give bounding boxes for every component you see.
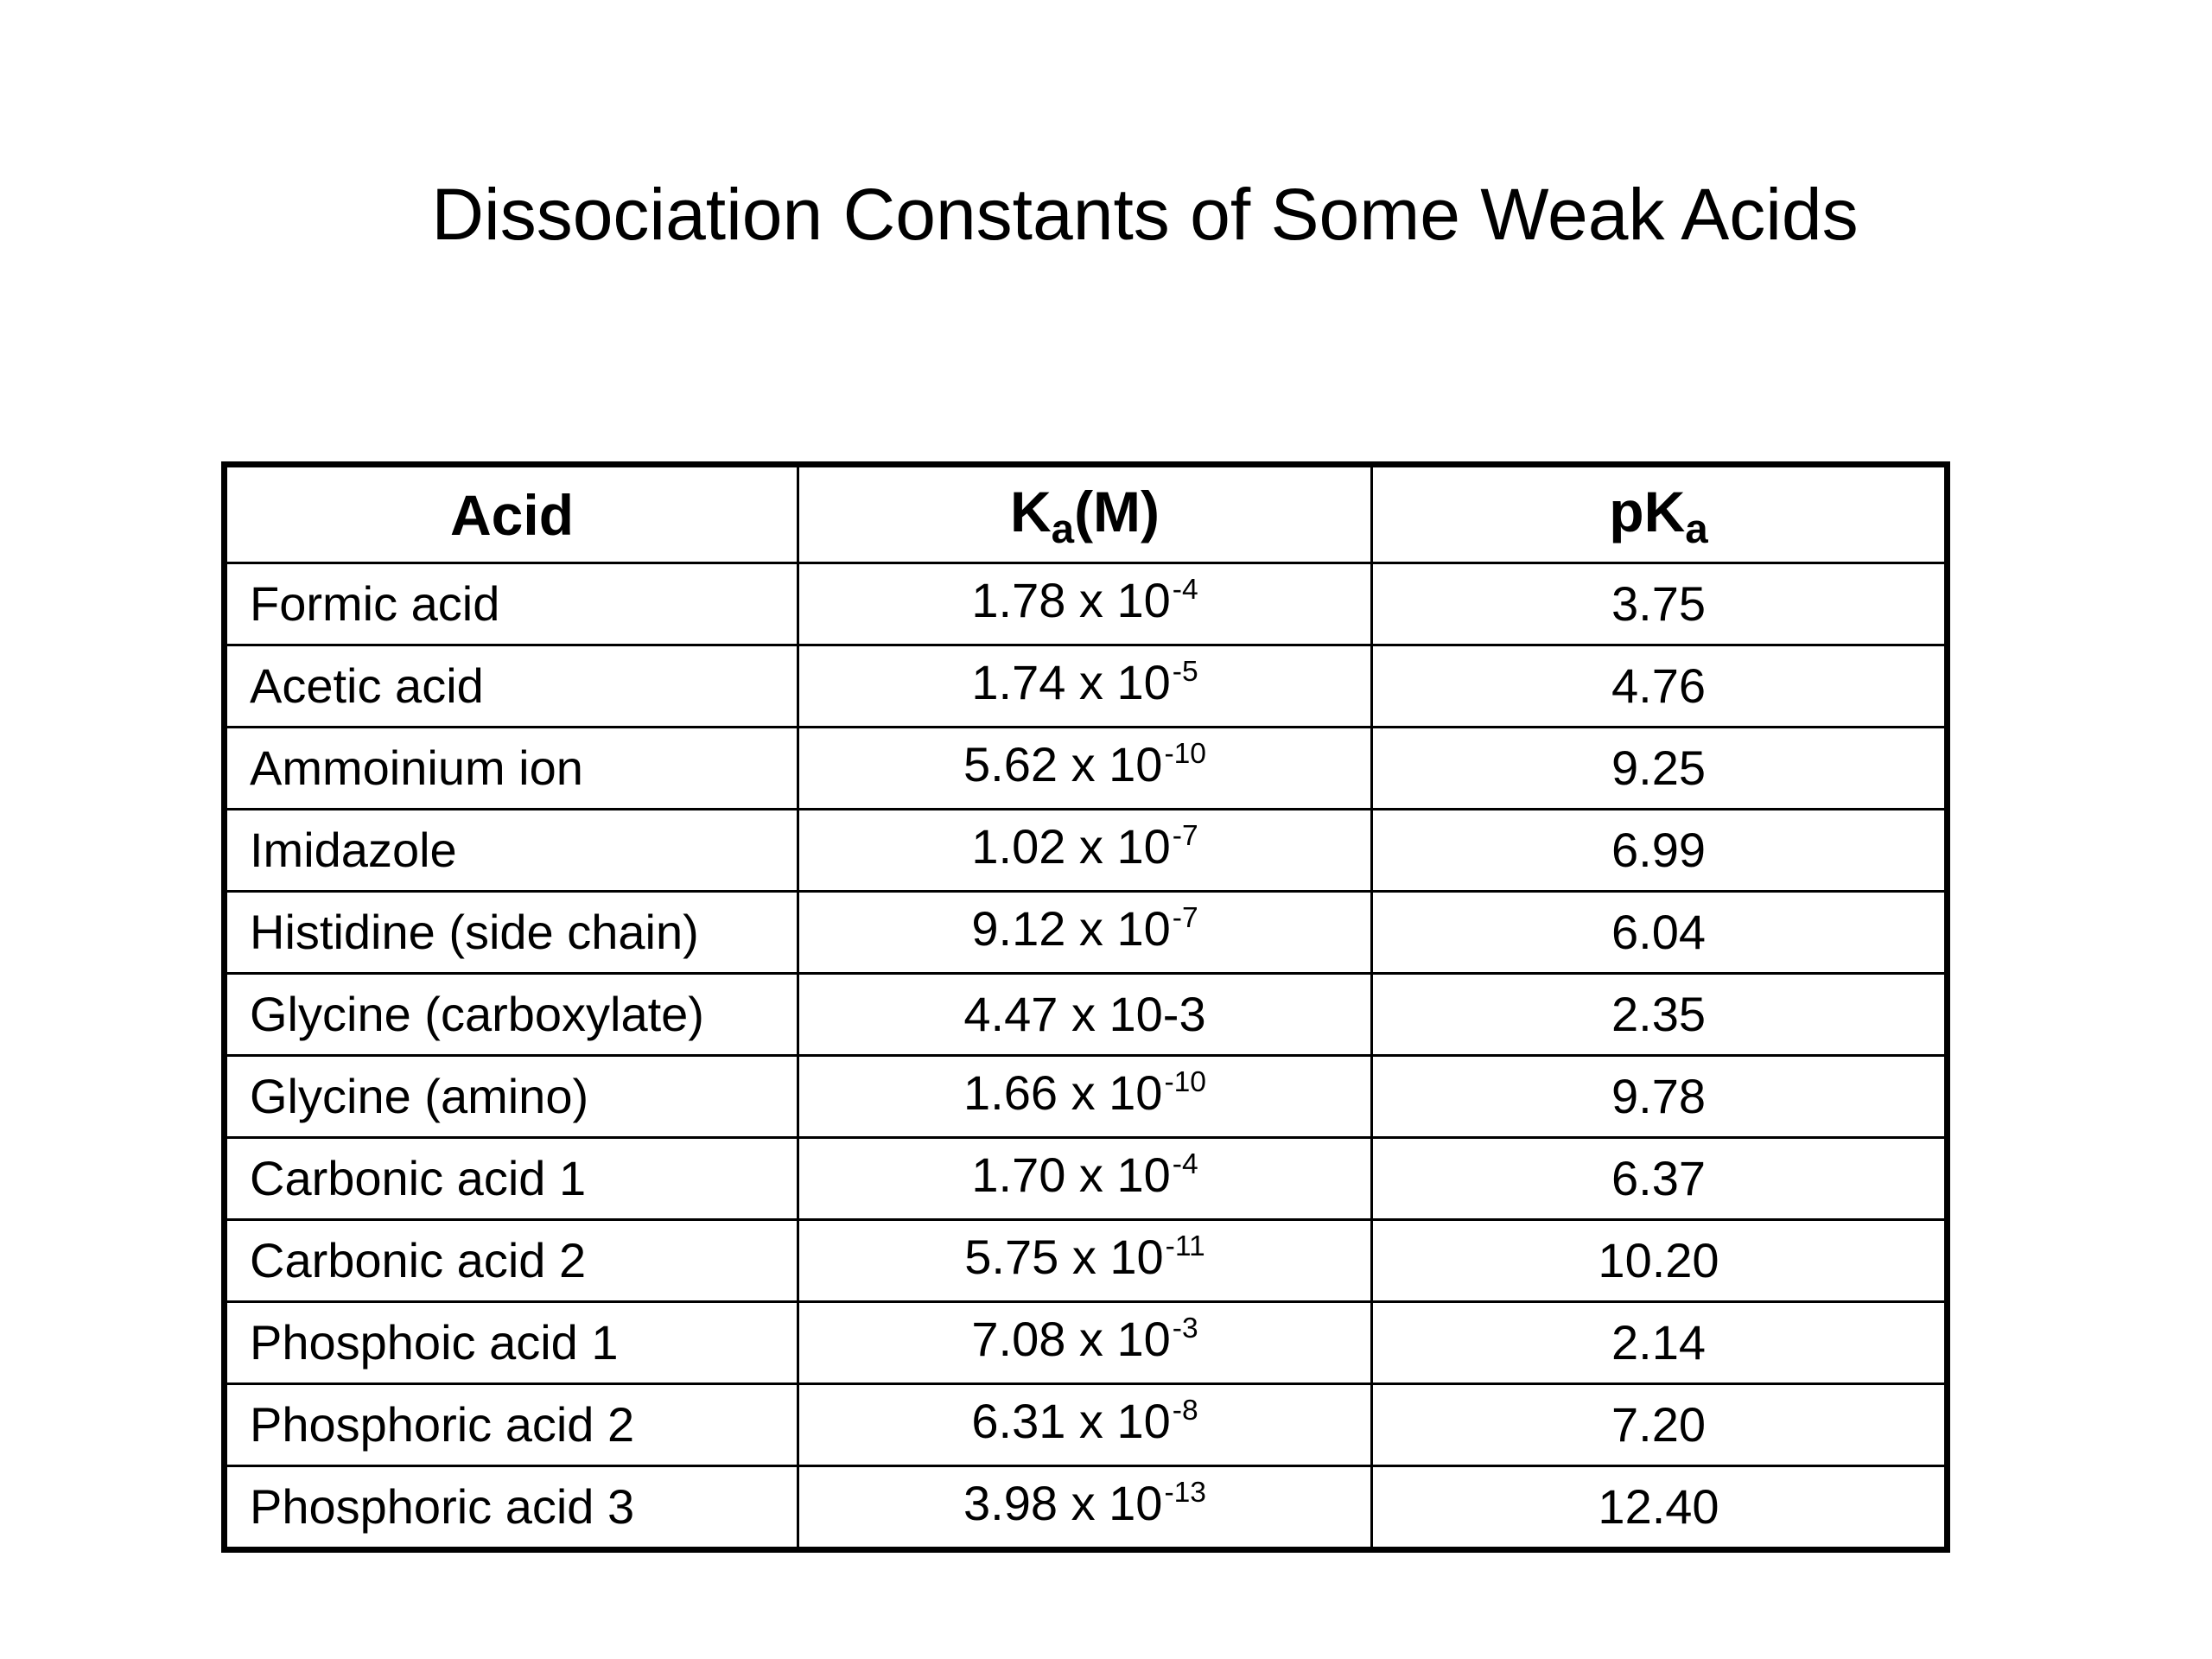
- header-pka: [1372, 465, 1948, 563]
- pka-value-cell: [1372, 892, 1948, 974]
- acid-name-cell: [225, 1466, 798, 1550]
- ka-value-cell: [798, 892, 1372, 974]
- ka-value-cell: [798, 1384, 1372, 1466]
- ka-exponent: -11: [1165, 1230, 1205, 1263]
- acid-name: Ammoinium ion: [250, 741, 583, 795]
- header-ka-unit: (M): [1074, 479, 1160, 543]
- acid-name-cell: [225, 892, 798, 974]
- header-acid: [225, 465, 798, 563]
- acid-name: Glycine (amino): [250, 1069, 589, 1123]
- table-row: [225, 1384, 1948, 1466]
- ka-mantissa: 1.02 x 10: [971, 818, 1171, 874]
- table-row: [225, 810, 1948, 892]
- table-row: [225, 728, 1948, 810]
- pka-value-cell: [1372, 563, 1948, 645]
- acid-name: Carbonic acid 1: [250, 1151, 587, 1205]
- ka-exponent: -10: [1164, 1066, 1206, 1099]
- table-row: [225, 1220, 1948, 1302]
- header-ka-main: K: [1009, 479, 1052, 543]
- pka-value-cell: [1372, 1138, 1948, 1220]
- page-title: Dissociation Constants of Some Weak Acids: [431, 174, 1859, 255]
- acid-name: Phosphoric acid 3: [250, 1479, 635, 1534]
- acid-name: Histidine (side chain): [250, 905, 699, 959]
- header-ka: [798, 465, 1372, 563]
- acid-name-cell: [225, 974, 798, 1056]
- pka-value: 3.75: [1611, 576, 1706, 631]
- acid-name-cell: [225, 563, 798, 645]
- pka-value-cell: [1372, 1302, 1948, 1384]
- ka-exponent: -7: [1172, 902, 1198, 935]
- acid-name: Phosphoric acid 2: [250, 1397, 635, 1452]
- pka-value: 2.14: [1611, 1315, 1706, 1370]
- pka-value: 6.37: [1611, 1151, 1706, 1205]
- table-row: [225, 892, 1948, 974]
- pka-value-cell: [1372, 974, 1948, 1056]
- ka-mantissa: 9.12 x 10: [971, 900, 1171, 956]
- ka-exponent: -7: [1172, 820, 1198, 853]
- ka-mantissa: 1.78 x 10: [971, 572, 1171, 627]
- acid-table-container: [221, 461, 1944, 1553]
- header-ka-subscript: a: [1051, 505, 1075, 552]
- ka-mantissa: 7.08 x 10: [971, 1311, 1171, 1366]
- pka-value-cell: [1372, 810, 1948, 892]
- ka-value-cell: [798, 563, 1372, 645]
- acid-name-cell: [225, 1056, 798, 1138]
- acid-name: Carbonic acid 2: [250, 1233, 587, 1287]
- ka-value-cell: [798, 1302, 1372, 1384]
- pka-value-cell: [1372, 1220, 1948, 1302]
- table-row: [225, 1138, 1948, 1220]
- table-row: [225, 1302, 1948, 1384]
- pka-value: 10.20: [1598, 1233, 1719, 1287]
- pka-value: 12.40: [1598, 1479, 1719, 1534]
- pka-value: 6.99: [1611, 823, 1706, 877]
- ka-value-cell: [798, 1056, 1372, 1138]
- ka-value-cell: [798, 810, 1372, 892]
- pka-value-cell: [1372, 645, 1948, 728]
- ka-exponent: -8: [1172, 1395, 1198, 1427]
- header-pka-main: pK: [1609, 479, 1686, 543]
- table-body: [225, 563, 1948, 1550]
- header-pka-subscript: a: [1685, 505, 1708, 552]
- pka-value: 2.35: [1611, 987, 1706, 1041]
- ka-value-cell: [798, 1466, 1372, 1550]
- ka-mantissa: 3.98 x 10: [963, 1475, 1163, 1530]
- ka-exponent: -13: [1164, 1477, 1206, 1510]
- ka-mantissa: 1.70 x 10: [971, 1147, 1171, 1202]
- ka-mantissa: 4.47 x 10-3: [963, 987, 1206, 1041]
- pka-value-cell: [1372, 728, 1948, 810]
- acid-name-cell: [225, 810, 798, 892]
- acid-name: Imidazole: [250, 823, 457, 877]
- acid-name-cell: [225, 1220, 798, 1302]
- table-row: [225, 1466, 1948, 1550]
- table-row: [225, 974, 1948, 1056]
- pka-value: 9.25: [1611, 741, 1706, 795]
- ka-exponent: -4: [1172, 574, 1198, 607]
- ka-mantissa: 5.62 x 10: [963, 736, 1163, 791]
- ka-exponent: -3: [1172, 1313, 1198, 1345]
- dissociation-constants-table: [221, 461, 1950, 1553]
- ka-exponent: -10: [1164, 738, 1206, 771]
- ka-value-cell: [798, 1138, 1372, 1220]
- acid-name-cell: [225, 1302, 798, 1384]
- ka-value-cell: [798, 974, 1372, 1056]
- ka-exponent: -4: [1172, 1148, 1198, 1181]
- acid-name-cell: [225, 728, 798, 810]
- ka-mantissa: 1.66 x 10: [963, 1065, 1163, 1120]
- acid-name: Formic acid: [250, 576, 500, 631]
- pka-value-cell: [1372, 1466, 1948, 1550]
- ka-mantissa: 6.31 x 10: [971, 1393, 1171, 1448]
- ka-mantissa: 1.74 x 10: [971, 654, 1171, 709]
- ka-exponent: -5: [1172, 656, 1198, 689]
- table-row: [225, 1056, 1948, 1138]
- acid-name-cell: [225, 1384, 798, 1466]
- header-acid-label: Acid: [449, 482, 575, 547]
- acid-name-cell: [225, 1138, 798, 1220]
- ka-value-cell: [798, 645, 1372, 728]
- ka-value-cell: [798, 1220, 1372, 1302]
- table-row: [225, 645, 1948, 728]
- pka-value-cell: [1372, 1056, 1948, 1138]
- pka-value-cell: [1372, 1384, 1948, 1466]
- ka-mantissa: 5.75 x 10: [964, 1229, 1164, 1284]
- acid-name-cell: [225, 645, 798, 728]
- acid-name: Glycine (carboxylate): [250, 987, 704, 1041]
- pka-value: 6.04: [1611, 905, 1706, 959]
- ka-value-cell: [798, 728, 1372, 810]
- table-header-row: [225, 465, 1948, 563]
- table-row: [225, 563, 1948, 645]
- acid-name: Acetic acid: [250, 658, 484, 713]
- pka-value: 4.76: [1611, 658, 1706, 713]
- pka-value: 9.78: [1611, 1069, 1706, 1123]
- acid-name: Phosphoic acid 1: [250, 1315, 619, 1370]
- pka-value: 7.20: [1611, 1397, 1706, 1452]
